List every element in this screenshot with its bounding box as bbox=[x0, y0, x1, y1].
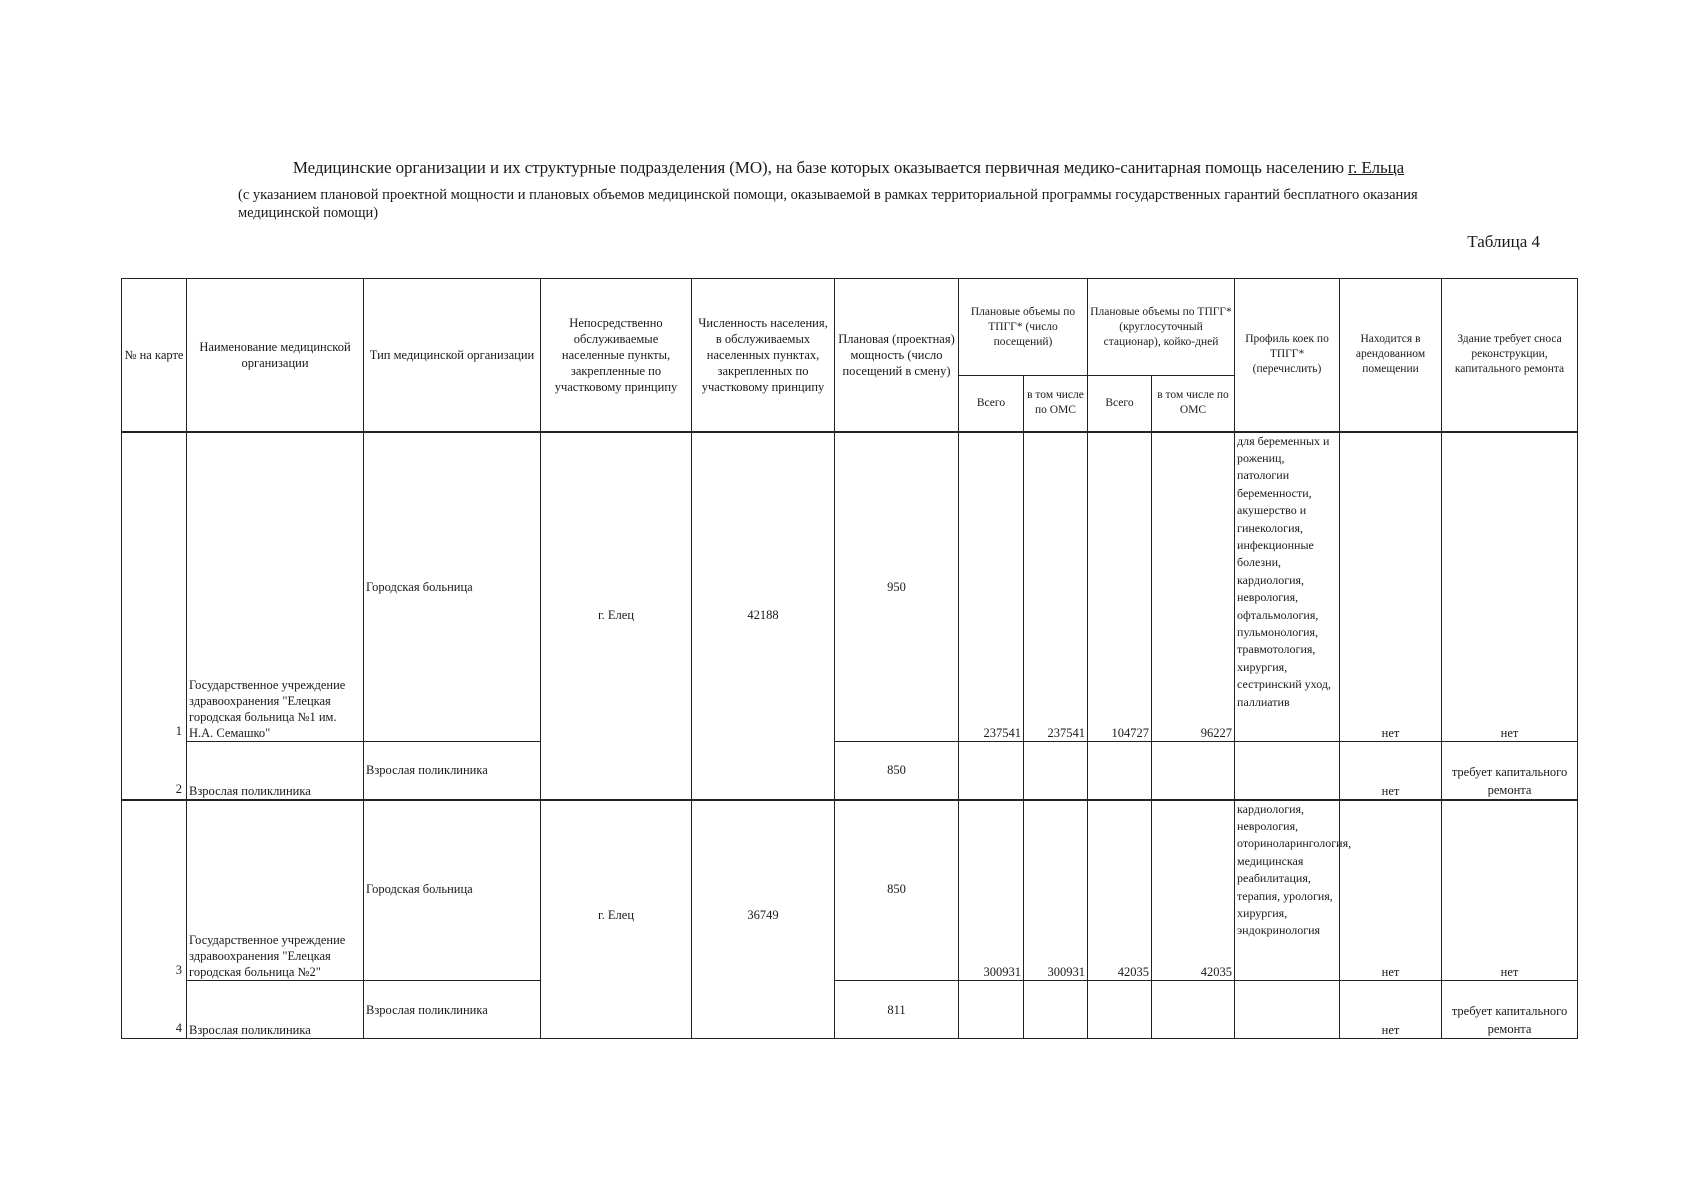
rented-status: нет bbox=[1340, 742, 1442, 800]
header-rented: Находится в арендованном помещении bbox=[1340, 279, 1442, 432]
rented-status: нет bbox=[1340, 432, 1442, 742]
header-points: Непосредственно обслуживаемые населенные пункты, закрепленные по участковому принципу bbox=[541, 279, 692, 432]
org-type: Взрослая поликлиника bbox=[364, 981, 541, 1039]
hospital-total: 104727 bbox=[1088, 432, 1152, 742]
capacity: 850 bbox=[835, 742, 959, 800]
hospital-oms bbox=[1152, 981, 1235, 1039]
document-title bbox=[0, 158, 1697, 178]
visits-total: 300931 bbox=[959, 800, 1024, 981]
row-number: 3 bbox=[175, 963, 182, 977]
population: 36749 bbox=[692, 800, 835, 1039]
header-num: № на карте bbox=[122, 279, 187, 432]
bed-profile bbox=[1235, 981, 1340, 1039]
hospital-oms: 42035 bbox=[1152, 800, 1235, 981]
org-type: Городская больница bbox=[364, 432, 541, 742]
capacity: 811 bbox=[835, 981, 959, 1039]
served-points: г. Елец bbox=[541, 432, 692, 800]
row-number: 2 bbox=[175, 782, 182, 796]
bed-profile bbox=[1235, 742, 1340, 800]
document-subtitle: (с указанием плановой проектной мощности и плановых объемов медицинской помощи, оказываемой в рамках территориальной программы государственных гарантий бесплатного оказания медицинской помощи) bbox=[238, 187, 1418, 221]
org-type: Взрослая поликлиника bbox=[364, 742, 541, 800]
visits-oms: 237541 bbox=[1024, 432, 1088, 742]
population: 42188 bbox=[692, 432, 835, 800]
bed-profile: для беременных и рожениц, патологии беременности, акушерство и гинекология, инфекционные болезни, кардиология, неврология, офтальмология, пульмонология, травмотология, хирургия, сестринский уход, паллиатив bbox=[1235, 432, 1340, 742]
row-number: 4 bbox=[175, 1021, 182, 1035]
header-visits: Плановые объемы по ТПГГ* (число посещений) bbox=[959, 279, 1088, 376]
hospital-total bbox=[1088, 981, 1152, 1039]
header-row-1 bbox=[122, 279, 1578, 376]
org-name: Взрослая поликлиника bbox=[187, 742, 364, 800]
building-status: нет bbox=[1442, 800, 1578, 981]
visits-oms bbox=[1024, 981, 1088, 1039]
visits-total bbox=[959, 981, 1024, 1039]
header-name: Наименование медицинской организации bbox=[187, 279, 364, 432]
org-type: Городская больница bbox=[364, 800, 541, 981]
header-population: Численность населения, в обслуживаемых населенных пунктах, закрепленных по участковому принципу bbox=[692, 279, 835, 432]
header-visits-total: Всего bbox=[959, 376, 1024, 432]
building-status: требует капитального ремонта bbox=[1442, 981, 1578, 1039]
header-hospital-total: Всего bbox=[1088, 376, 1152, 432]
row-number: 1 bbox=[175, 724, 182, 738]
capacity: 950 bbox=[835, 432, 959, 742]
title-text: Медицинские организации и их структурные подразделения (МО), на базе которых оказывается первичная медико-санитарная помощь населению bbox=[292, 158, 1344, 177]
table-row bbox=[122, 742, 1578, 800]
hospital-total: 42035 bbox=[1088, 800, 1152, 981]
header-visits-oms: в том числе по ОМС bbox=[1024, 376, 1088, 432]
capacity: 850 bbox=[835, 800, 959, 981]
bed-profile: кардиология, неврология, оториноларингология, медицинская реабилитация, терапия, урология, хирургия, эндокринология bbox=[1235, 800, 1340, 981]
table-row bbox=[122, 432, 1578, 742]
visits-total bbox=[959, 742, 1024, 800]
org-name: Взрослая поликлиника bbox=[187, 981, 364, 1039]
title-city: г. Ельца bbox=[1348, 158, 1405, 177]
org-name: Государственное учреждение здравоохранения "Елецкая городская больница №2" bbox=[187, 800, 364, 981]
rented-status: нет bbox=[1340, 981, 1442, 1039]
header-building: Здание требует сноса реконструкции, капитального ремонта bbox=[1442, 279, 1578, 432]
visits-total: 237541 bbox=[959, 432, 1024, 742]
hospital-oms: 96227 bbox=[1152, 432, 1235, 742]
org-name: Государственное учреждение здравоохранения "Елецкая городская больница №1 им. Н.А. Семашко" bbox=[187, 432, 364, 742]
rented-status: нет bbox=[1340, 800, 1442, 981]
hospital-total bbox=[1088, 742, 1152, 800]
header-profile: Профиль коек по ТПГГ* (перечислить) bbox=[1235, 279, 1340, 432]
visits-oms bbox=[1024, 742, 1088, 800]
building-status: нет bbox=[1442, 432, 1578, 742]
medical-organizations-table bbox=[121, 278, 1578, 1039]
hospital-oms bbox=[1152, 742, 1235, 800]
header-hospital-oms: в том числе по ОМС bbox=[1152, 376, 1235, 432]
header-capacity: Плановая (проектная) мощность (число посещений в смену) bbox=[835, 279, 959, 432]
building-status: требует капитального ремонта bbox=[1442, 742, 1578, 800]
visits-oms: 300931 bbox=[1024, 800, 1088, 981]
table-row bbox=[122, 800, 1578, 981]
served-points: г. Елец bbox=[541, 800, 692, 1039]
header-hospital: Плановые объемы по ТПГГ* (круглосуточный стационар), койко-дней bbox=[1088, 279, 1235, 376]
header-type: Тип медицинской организации bbox=[364, 279, 541, 432]
table-row bbox=[122, 981, 1578, 1039]
table-label: Таблица 4 bbox=[1467, 232, 1540, 251]
